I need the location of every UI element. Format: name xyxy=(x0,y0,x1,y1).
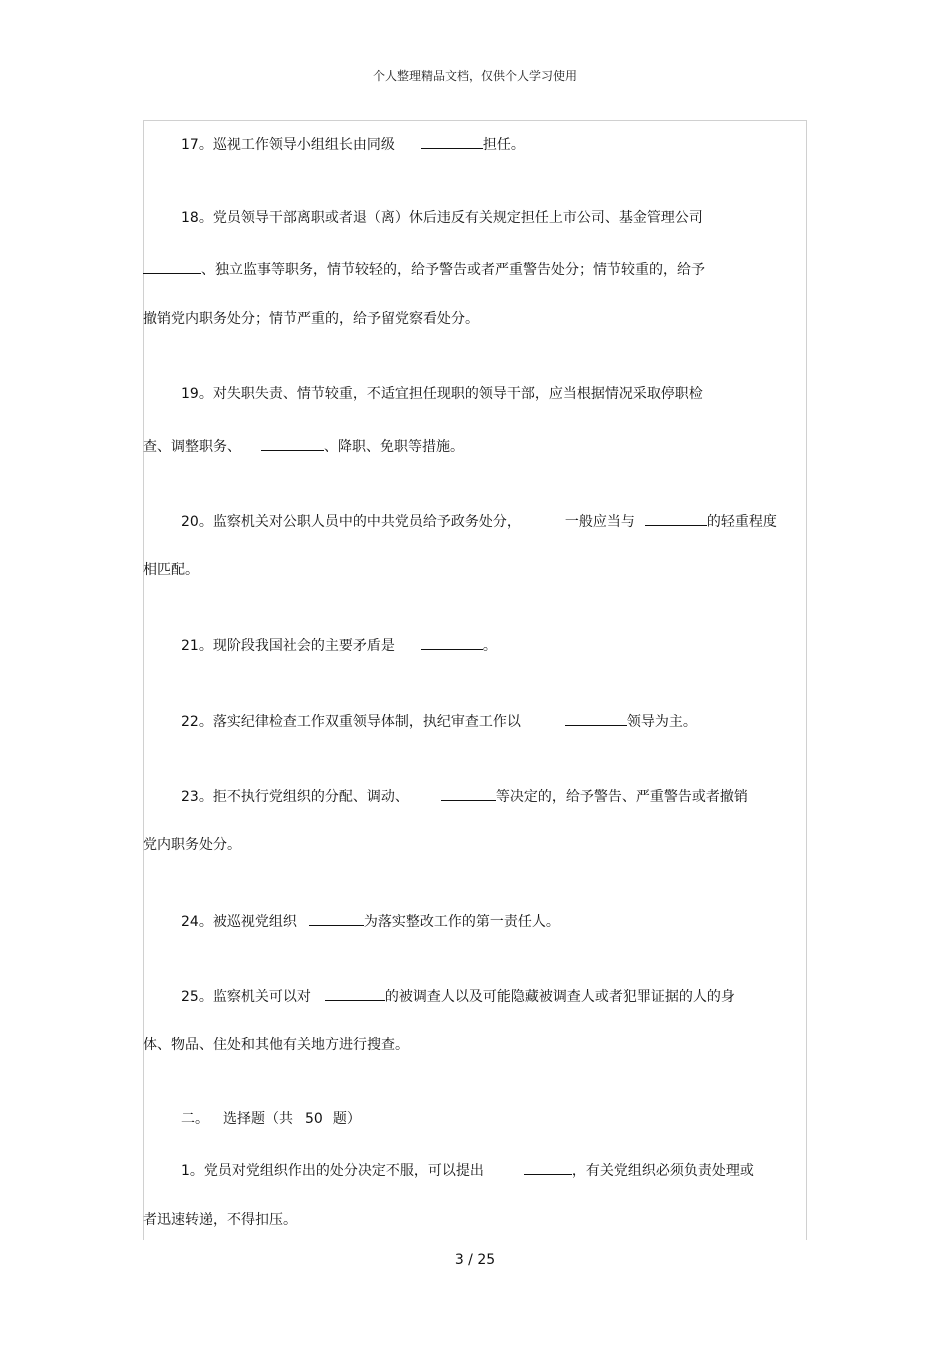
question-18-line2 xyxy=(143,259,705,279)
choice1-text-end: ，有关党组织必须负责处理或 xyxy=(571,1163,754,1179)
question-17 xyxy=(181,134,525,154)
question-23-line2: 党内职务处分。 xyxy=(143,837,241,853)
choice-1-line2: 者迅速转递，不得扣压。 xyxy=(143,1212,297,1228)
q17-text: 17。巡视工作领导小组组长由同级 xyxy=(181,137,395,153)
question-22 xyxy=(181,711,697,731)
section-title: 选择题（共 xyxy=(223,1111,293,1127)
question-19-line1: 19。对失职失责、情节较重，不适宜担任现职的领导干部，应当根据情况采取停职检 xyxy=(181,386,703,402)
q20-text: 20。监察机关对公职人员中的中共党员给予政务处分， xyxy=(181,514,521,530)
q19-blank xyxy=(261,436,324,451)
q22-text: 22。落实纪律检查工作双重领导体制，执纪审查工作以 xyxy=(181,714,521,730)
frame-right-border xyxy=(806,120,807,1240)
question-18-line1: 18。党员领导干部离职或者退（离）休后违反有关规定担任上市公司、基金管理公司 xyxy=(181,210,703,226)
q18-text-end: 、独立监事等职务，情节较轻的，给予警告或者严重警告处分；情节较重的，给予 xyxy=(201,262,705,278)
frame-left-border xyxy=(143,120,144,1240)
q24-text: 24。被巡视党组织 xyxy=(181,914,297,930)
q20-text-mid: 一般应当与 xyxy=(564,514,635,530)
q23-text-end: 等决定的，给予警告、严重警告或者撤销 xyxy=(495,789,748,805)
question-24 xyxy=(181,911,560,931)
q21-text: 21。现阶段我国社会的主要矛盾是 xyxy=(181,638,395,654)
question-20-line2: 相匹配。 xyxy=(143,562,199,578)
choice1-blank xyxy=(524,1160,572,1175)
section-count: 50 xyxy=(305,1111,323,1127)
section-unit: 题） xyxy=(332,1111,361,1127)
frame-top-border xyxy=(143,120,807,121)
page-header: 个人整理精品文档，仅供个人学习使用 xyxy=(372,69,577,83)
q23-blank xyxy=(441,786,496,801)
q25-blank xyxy=(325,986,385,1001)
question-25-line2: 体、物品、住处和其他有关地方进行搜查。 xyxy=(143,1037,409,1053)
q19-text: 查、调整职务、 xyxy=(143,439,241,455)
q22-blank xyxy=(565,711,627,726)
q23-text: 23。拒不执行党组织的分配、调动、 xyxy=(181,789,409,805)
page-number: 3 / 25 xyxy=(454,1252,496,1268)
section-number: 二。 xyxy=(181,1111,209,1127)
question-20-line1 xyxy=(181,511,777,531)
q20-blank xyxy=(645,511,707,526)
q20-text-end: 的轻重程度 xyxy=(706,514,777,530)
q17-text-end: 担任。 xyxy=(482,137,525,153)
q24-text-end: 为落实整改工作的第一责任人。 xyxy=(363,914,560,930)
question-23-line1 xyxy=(181,786,748,806)
q21-text-end: 。 xyxy=(482,638,497,654)
q21-blank xyxy=(421,635,483,650)
question-19-line2 xyxy=(143,436,464,456)
q24-blank xyxy=(309,911,364,926)
question-21 xyxy=(181,635,497,655)
q19-text-end: 、降职、免职等措施。 xyxy=(324,439,464,455)
q22-text-end: 领导为主。 xyxy=(626,714,697,730)
section-heading xyxy=(181,1110,361,1128)
question-18-line3: 撤销党内职务处分；情节严重的，给予留党察看处分。 xyxy=(143,311,479,327)
q25-text: 25。监察机关可以对 xyxy=(181,989,311,1005)
question-25-line1 xyxy=(181,986,735,1006)
choice1-text: 1。党员对党组织作出的处分决定不服，可以提出 xyxy=(181,1163,484,1179)
q17-blank xyxy=(421,134,483,149)
q25-text-end: 的被调查人以及可能隐藏被调查人或者犯罪证据的人的身 xyxy=(384,989,735,1005)
choice-1-line1 xyxy=(181,1160,754,1180)
q18-blank xyxy=(143,259,201,274)
